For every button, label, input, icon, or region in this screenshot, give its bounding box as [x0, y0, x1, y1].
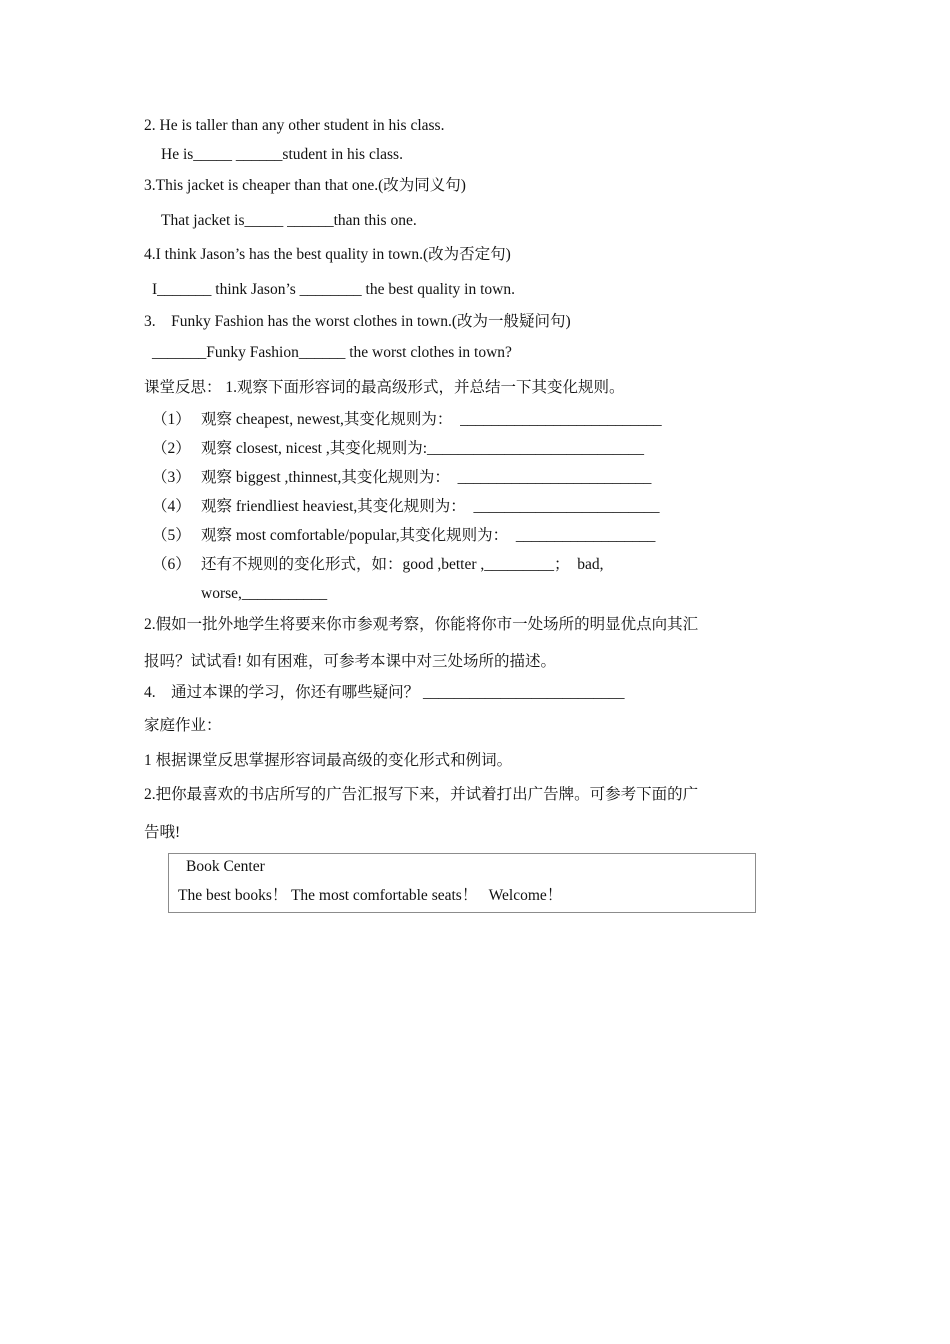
- ad-title: Book Center: [186, 858, 265, 875]
- reflection-item-5-number: （5）: [152, 527, 191, 544]
- reflection-item-6-continued: worse,___________: [201, 585, 328, 602]
- q3-sentence: 3.This jacket is cheaper than that one.(改为同义句): [144, 177, 466, 194]
- reflection-q2-line-2: 报吗？试试看! 如有困难，可参考本课中对三处场所的描述。: [144, 653, 557, 670]
- reflection-item-6-text: 还有不规则的变化形式，如：good ,better ,_________； bad,: [201, 556, 604, 573]
- reflection-item-3-text: 观察 biggest ,thinnest,其变化规则为： _________________________: [201, 469, 652, 486]
- reflection-item-1-number: （1）: [152, 411, 191, 428]
- reflection-item-5-text: 观察 most comfortable/popular,其变化规则为： __________________: [201, 527, 656, 544]
- reflection-item-2-number: （2）: [152, 440, 191, 457]
- reflection-item-6-number: （6）: [152, 556, 191, 573]
- homework-item-1: 1 根据课堂反思掌握形容词最高级的变化形式和例词。: [144, 752, 513, 769]
- q2-sentence: 2. He is taller than any other student in his class.: [144, 117, 445, 134]
- reflection-item-2-text: 观察 closest, nicest ,其变化规则为:____________________________: [201, 440, 645, 457]
- reflection-item-4-number: （4）: [152, 498, 191, 515]
- homework-item-2-line-2: 告哦!: [144, 824, 181, 841]
- reflection-item-1-text: 观察 cheapest, newest,其变化规则为： __________________________: [201, 411, 662, 428]
- homework-item-2-line-1: 2.把你最喜欢的书店所写的广告汇报写下来，并试着打出广告牌。可参考下面的广: [144, 786, 699, 803]
- homework-heading: 家庭作业：: [144, 717, 222, 734]
- reflection-q4: 4. 通过本课的学习，你还有哪些疑问？ __________________________: [144, 684, 625, 701]
- reflection-q2-line-1: 2.假如一批外地学生将要来你市参观考察，你能将你市一处场所的明显优点向其汇: [144, 616, 699, 633]
- reflection-item-4-text: 观察 friendliest heaviest,其变化规则为： ________________________: [201, 498, 660, 515]
- q3-blank-line: That jacket is_____ ______than this one.: [161, 212, 417, 229]
- q5-blank-line: _______Funky Fashion______ the worst clothes in town?: [152, 344, 512, 361]
- ad-sample-box: [168, 853, 756, 913]
- q5-sentence: 3. Funky Fashion has the worst clothes in town.(改为一般疑问句): [144, 313, 571, 330]
- ad-slogan: The best books！ The most comfortable seats！ Welcome！: [178, 887, 563, 904]
- reflection-item-3-number: （3）: [152, 469, 191, 486]
- reflection-heading: 课堂反思： 1.观察下面形容词的最高级形式，并总结一下其变化规则。: [144, 379, 625, 396]
- q4-blank-line: I_______ think Jason’s ________ the best quality in town.: [152, 281, 515, 298]
- q4-sentence: 4.I think Jason’s has the best quality in town.(改为否定句): [144, 246, 511, 263]
- q2-blank-line: He is_____ ______student in his class.: [161, 146, 403, 163]
